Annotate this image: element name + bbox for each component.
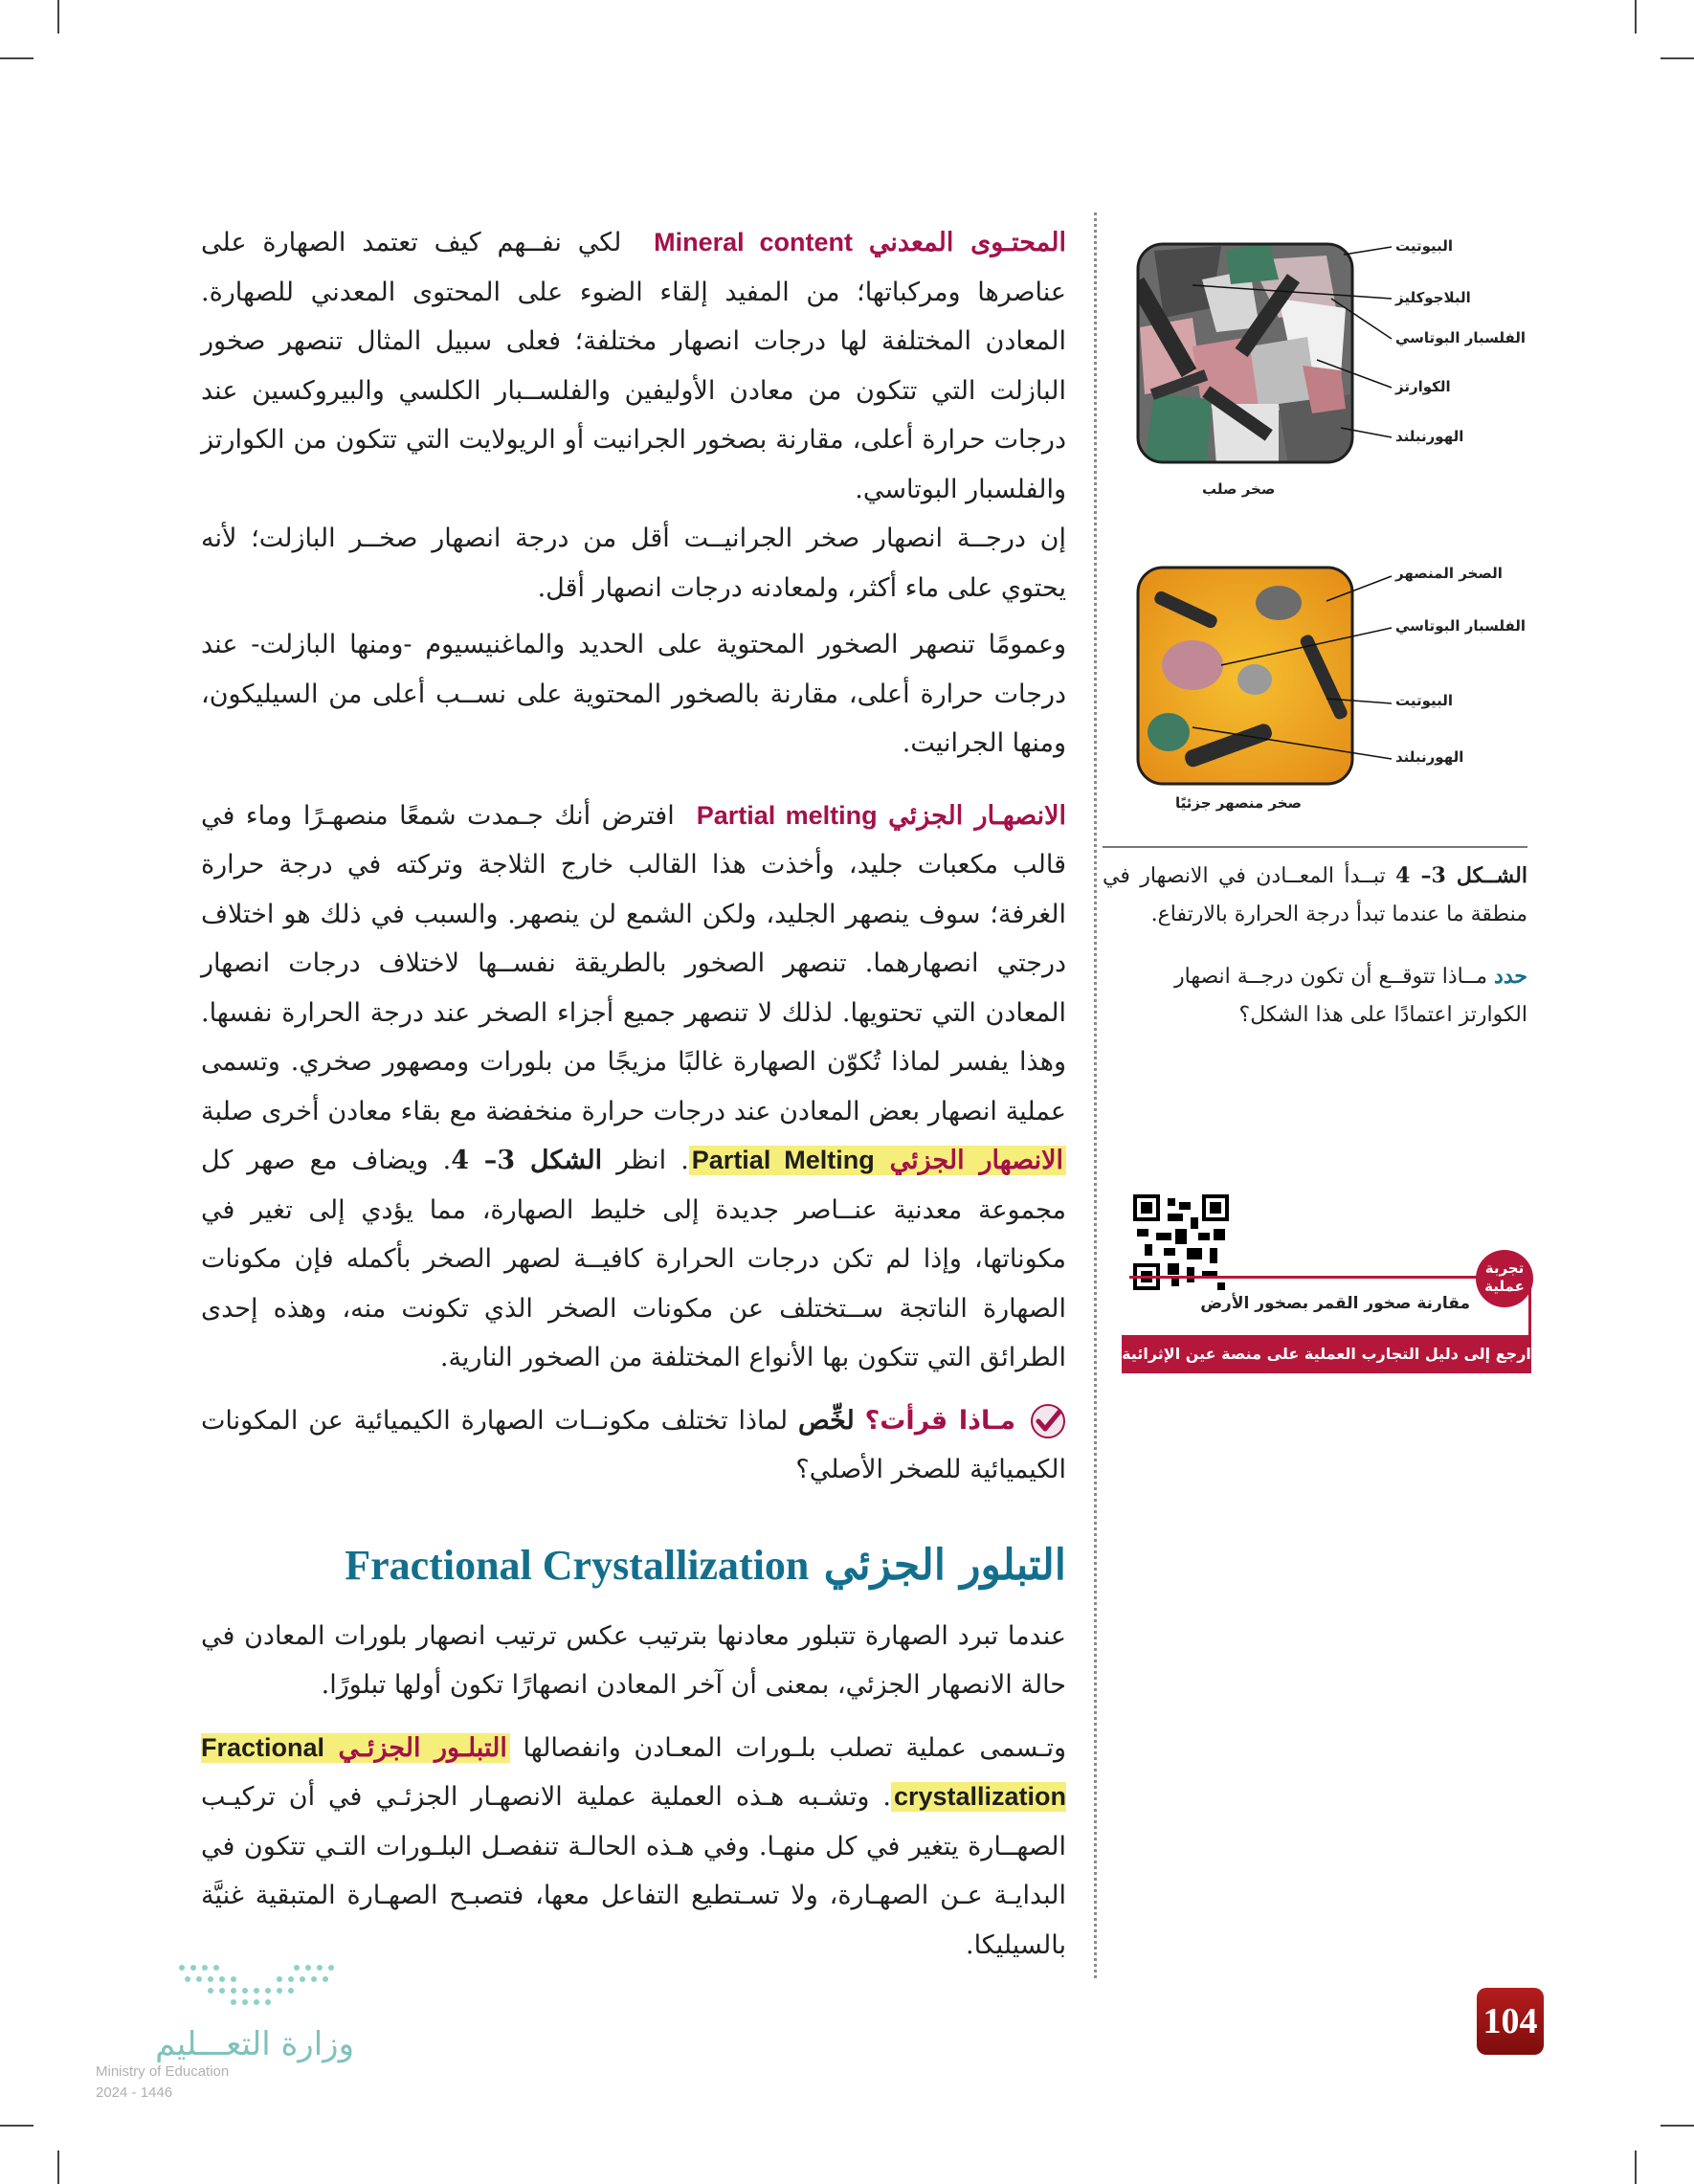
label-biotite: البيوتيت xyxy=(1395,237,1454,255)
label-biotite-melt: البيوتيت xyxy=(1395,692,1454,709)
figure-caption xyxy=(1103,857,1527,934)
granite-paragraph: إن درجــة انصهار صخر الجرانيــت أقل من درجة انصهار صخــر البازلت؛ لأنه يحتوي على ماء أكثر، ولمعادنه درجات انصهار أقل. xyxy=(201,524,1066,603)
label-k-feldspar-melt: الفلسبار البوتاسي xyxy=(1395,617,1527,635)
crop-mark xyxy=(57,2151,59,2184)
ministry-logo xyxy=(96,1956,354,2119)
crop-mark xyxy=(57,0,59,33)
ministry-year: 2024 - 1446 xyxy=(96,2084,173,2101)
term-partial-melting-ar: الانصهـار الجزئي xyxy=(888,800,1067,831)
term-partial-melting-en: Partial melting xyxy=(696,800,878,830)
fractional-definition-b: . وتشـبه هـذه العملية عملية الانصهـار الجزئـي في أن تركيـب الصهــارة يتغير في كل منهـا. وفي هـذه الحالـة تنفصـل البلـورات التـي تتكون في البدايـة عـن الصهـارة، ولا تسـتطيع التفاعل معها، فتصبـح الصهـارة المتبقية غنيَّة بالسيليكا. xyxy=(201,1782,1066,1960)
lab-reference-strip: ارجع إلى دليل التجارب العملية على منصة عين الإثرائية xyxy=(1122,1335,1531,1373)
define-label: حدد xyxy=(1494,964,1527,989)
highlight-partial-melting-ar: الانصهار الجزئي xyxy=(889,1146,1063,1175)
crop-mark xyxy=(0,57,33,59)
partial-melting-text: افترض أنك جـمدت شمعًا منصهـرًا وماء في قالب مكعبات جليد، وأخذت هذا القالب خارج الثلاجة وتركته في درجة حرارة الغرفة؛ سوف ينصهر الجليد، ولكن الشمع لن ينصهر. والسبب في ذلك هو اختلاف درجتي انصهارهما. تنصهر الصخور بالطريقة نفســها لاختلاف درجات انصهار المعادن التي تحتويها. لذلك لا تنصهر جميع أجزاء الصخر عند درجة الحرارة نفسها. وهذا يفسر لماذا تُكوّن الصهارة غالبًا مزيجًا من بلورات ومصهور صخري. xyxy=(201,800,1066,1077)
partial-melting-definition-b: . انظر xyxy=(616,1146,689,1175)
fractional-definition-a: وتـسمى عملية تصلب بلـورات المعـادن وانفصالها xyxy=(523,1732,1067,1763)
iron-magnesium-paragraph: وعمومًا تنصهر الصخور المحتوية على الحديد والماغنيسيوم -ومنها البازلت- عند درجات حرارة أعلى، مقارنة بالصخور المحتوية على نســب أعلى من السيليكون، ومنها الجرانيت. xyxy=(201,630,1067,758)
highlight-fractional-en: Fractional crystallization xyxy=(201,1732,1066,1811)
page-number: 104 xyxy=(1477,1988,1544,2055)
define-question xyxy=(1103,957,1527,1035)
figure-partial-melt xyxy=(1135,565,1537,823)
solid-rock-leader-lines xyxy=(1135,241,1537,465)
define-text: مــاذا تتوقــع أن تكون درجــة انصهار الكوارتز اعتمادًا على هذا الشكل؟ xyxy=(1174,965,1527,1027)
label-k-feldspar: الفلسبار البوتاسي xyxy=(1395,329,1527,346)
what-read-box xyxy=(201,1396,1066,1495)
what-read-verb: لخِّص xyxy=(798,1405,855,1436)
label-plagioclase: البلاجوكليز xyxy=(1395,289,1471,306)
ministry-dots-icon xyxy=(172,1956,354,2014)
label-hornblende-melt: الهورنبلند xyxy=(1395,748,1464,766)
section-title-fractional xyxy=(201,1537,1066,1594)
mineral-content-paragraph xyxy=(201,218,1066,514)
ministry-name-ar: وزارة التعـــليم xyxy=(155,2025,354,2063)
crop-mark xyxy=(1635,0,1637,33)
highlight-partial-melting-en: Partial Melting xyxy=(691,1146,875,1174)
label-hornblende: الهورنبلند xyxy=(1395,428,1464,445)
lab-top-border xyxy=(1129,1276,1531,1279)
main-column xyxy=(201,218,1066,1970)
figure-solid-rock xyxy=(1135,237,1537,509)
ministry-name-en: Ministry of Education xyxy=(96,2063,230,2080)
figure-caption-text: تبــدأ المعــادن في الانصهار في منطقة ما عندما تبدأ درجة الحرارة بالارتفاع. xyxy=(1103,864,1527,926)
what-read-label: مـاذا قرأت؟ xyxy=(864,1405,1016,1436)
partial-melt-leader-lines xyxy=(1135,565,1537,787)
term-mineral-content-ar: المحتـوى المعدني xyxy=(868,228,1066,257)
fractional-paragraph-1: عندما تبرد الصهارة تتبلور معادنها بترتيب عكس ترتيب انصهار بلورات المعادن في حالة الانصهار الجزئي، بمعنى أن آخر المعادن انصهارًا تكون أولها تبلورًا. xyxy=(201,1620,1066,1700)
lab-badge: تجربة عملية xyxy=(1476,1250,1533,1307)
figure-reference[interactable]: الشكل 3– 4 xyxy=(451,1146,603,1175)
what-read-question: لماذا تختلف مكونــات الصهارة الكيميائية عن المكونات الكيميائية للصخر الأصلي؟ xyxy=(201,1405,1066,1484)
solid-rock-caption: صخر صلب xyxy=(1202,480,1276,498)
label-molten-rock: الصخر المنصهر xyxy=(1395,565,1503,582)
crop-mark xyxy=(0,2125,33,2127)
fractional-paragraph-2 xyxy=(201,1724,1066,1971)
lab-box[interactable] xyxy=(1122,1194,1531,1374)
figure-caption-label: الشــكل 3– 4 xyxy=(1395,863,1527,888)
term-mineral-content-en: Mineral content xyxy=(654,228,853,256)
partial-melting-paragraph xyxy=(201,791,1066,1383)
crop-mark xyxy=(1661,57,1694,59)
partial-melting-definition-c: . ويضاف مع صهر كل مجموعة معدنية عنــاصر جديدة إلى خليط الصهارة، مما يؤدي إلى تغير في مكوناتها، وإذا لم تكن درجات الحرارة كافيــة لصهر الصخر بأكمله فإن مكونات الصهارة الناتجة ســتختلف عن مكونات الصخر الذي تكونت منه، وهذه إحدى الطرائق التي تتكون بها الأنواع المختلفة من الصخور النارية. xyxy=(201,1146,1066,1372)
partial-melting-definition-a: وتسمى عملية انصهار بعض المعادن عند درجات حرارة منخفضة مع بقاء معادن أخرى صلبة xyxy=(201,1047,1066,1126)
crop-mark xyxy=(1661,2125,1694,2127)
section-title-en: Fractional Crystallization xyxy=(345,1541,810,1589)
section-title-ar: التبلور الجزئي xyxy=(823,1540,1066,1590)
highlight-partial-melting xyxy=(689,1146,1066,1175)
highlight-fractional-ar: التبلـور الجزئـي xyxy=(338,1732,507,1763)
partial-melt-caption: صخر منصهر جزئيًا xyxy=(1175,794,1303,812)
checkmark-icon xyxy=(1030,1403,1066,1439)
mineral-content-text: لكي نفــهم كيف تعتمد الصهارة على عناصرها ومركباتها؛ من المفيد إلقاء الضوء على المحتوى المعدني للصهارة. المعادن المختلفة لها درجات انصهار مختلفة؛ فعلى سبيل المثال تنصهر صخور البازلت التي تتكون من معادن الأوليفين والفلســبار الكلسي والبيروكسين عند درجات حرارة أعلى، مقارنة بصخور الجرانيت أو الريولايت التي تتكون من الكوارتز والفلسبار البوتاسي. xyxy=(201,228,1066,504)
column-divider xyxy=(1094,212,1097,1978)
crop-mark xyxy=(1635,2151,1637,2184)
label-quartz: الكوارتز xyxy=(1395,378,1451,395)
lab-title[interactable]: مقارنة صخور القمر بصخور الأرض xyxy=(1200,1294,1470,1313)
caption-rule xyxy=(1103,846,1527,848)
